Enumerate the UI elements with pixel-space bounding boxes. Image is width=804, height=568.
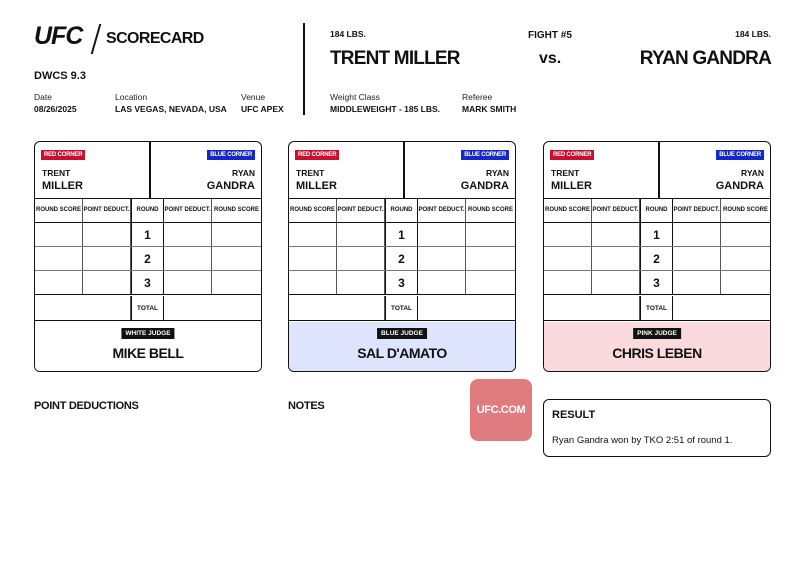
blue-point-deduct-header: POINT DEDUCT. (164, 199, 212, 222)
red-score-cell (289, 271, 337, 294)
total-label: TOTAL (385, 296, 418, 320)
header-divider (303, 23, 305, 115)
red-total-cell (289, 296, 385, 320)
red-deduct-cell (592, 271, 640, 294)
red-score-cell (544, 223, 592, 246)
red-score-cell (289, 223, 337, 246)
red-last-name: MILLER (296, 180, 337, 192)
blue-corner-badge: BLUE CORNER (461, 150, 509, 160)
blue-point-deduct-header: POINT DEDUCT. (673, 199, 721, 222)
red-deduct-cell (592, 223, 640, 246)
red-total-cell (544, 296, 640, 320)
blue-first-name: RYAN (232, 168, 255, 178)
round-row (35, 223, 261, 247)
red-corner-badge: RED CORNER (295, 150, 339, 160)
blue-score-cell (212, 223, 261, 246)
total-label: TOTAL (640, 296, 673, 320)
blue-first-name: RYAN (741, 168, 764, 178)
red-weight: 184 LBS. (330, 29, 366, 39)
judge-scorecard-pink (543, 141, 771, 372)
blue-corner-badge: BLUE CORNER (207, 150, 255, 160)
result-box (543, 399, 771, 457)
blue-last-name: GANDRA (715, 180, 764, 192)
red-last-name: MILLER (42, 180, 83, 192)
red-score-cell (35, 271, 83, 294)
judge-area (544, 322, 770, 372)
round-number: 3 (640, 271, 673, 294)
ufc-com-badge[interactable]: UFC.COM (470, 379, 532, 441)
venue-label: Venue (241, 92, 266, 102)
point-deductions-title: POINT DEDUCTIONS (34, 400, 139, 412)
round-row (544, 271, 770, 295)
red-first-name: TRENT (296, 168, 325, 178)
ufc-logo: UFC (34, 22, 83, 50)
blue-last-name: GANDRA (206, 180, 255, 192)
round-row (544, 247, 770, 271)
score-grid-header (289, 199, 515, 223)
blue-deduct-cell (673, 247, 721, 270)
judge-label: PINK JUDGE (633, 328, 681, 339)
blue-deduct-cell (164, 223, 212, 246)
judge-label: BLUE JUDGE (377, 328, 427, 339)
fight-number: FIGHT #5 (528, 30, 572, 41)
round-number: 1 (131, 223, 164, 246)
red-deduct-cell (83, 223, 131, 246)
referee-label: Referee (462, 92, 493, 102)
blue-score-cell (212, 247, 261, 270)
red-score-cell (289, 247, 337, 270)
round-number: 2 (131, 247, 164, 270)
blue-deduct-cell (164, 271, 212, 294)
judge-scorecard-blue (288, 141, 516, 372)
judge-name: CHRIS LEBEN (612, 345, 702, 361)
blue-total-cell (673, 296, 770, 320)
blue-deduct-cell (418, 271, 466, 294)
blue-corner-badge: BLUE CORNER (716, 150, 764, 160)
red-point-deduct-header: POINT DEDUCT. (83, 199, 131, 222)
total-label: TOTAL (131, 296, 164, 320)
venue-value: UFC APEX (241, 104, 284, 114)
logo-divider (91, 24, 102, 54)
judge-area (35, 322, 261, 372)
round-number: 3 (385, 271, 418, 294)
red-first-name: TRENT (42, 168, 71, 178)
blue-score-cell (721, 247, 770, 270)
corner-divider (658, 142, 660, 199)
red-score-cell (35, 223, 83, 246)
blue-deduct-cell (418, 223, 466, 246)
red-deduct-cell (337, 223, 385, 246)
vs-label: vs. (539, 50, 562, 67)
card-fighters (35, 142, 261, 199)
blue-last-name: GANDRA (460, 180, 509, 192)
document-title: SCORECARD (106, 30, 204, 47)
corner-divider (149, 142, 151, 199)
red-round-score-header: ROUND SCORE (35, 199, 83, 222)
blue-total-cell (418, 296, 515, 320)
weight-class-value: MIDDLEWEIGHT - 185 LBS. (330, 104, 441, 114)
blue-weight: 184 LBS. (735, 29, 771, 39)
corner-divider (403, 142, 405, 199)
referee-value: MARK SMITH (462, 104, 517, 114)
location-label: Location (115, 92, 148, 102)
judge-name: MIKE BELL (112, 345, 184, 361)
weight-class-label: Weight Class (330, 92, 380, 102)
round-row (289, 223, 515, 247)
red-score-cell (35, 247, 83, 270)
blue-deduct-cell (673, 271, 721, 294)
blue-score-cell (466, 271, 515, 294)
red-fighter-name: TRENT MILLER (330, 48, 460, 69)
blue-score-cell (721, 271, 770, 294)
round-header: ROUND (131, 199, 164, 222)
notes-title: NOTES (288, 400, 325, 412)
red-point-deduct-header: POINT DEDUCT. (337, 199, 385, 222)
round-number: 1 (385, 223, 418, 246)
card-fighters (289, 142, 515, 199)
blue-deduct-cell (418, 247, 466, 270)
date-value: 08/26/2025 (34, 104, 77, 114)
red-deduct-cell (337, 271, 385, 294)
round-header: ROUND (640, 199, 673, 222)
result-title: RESULT (552, 409, 596, 421)
red-last-name: MILLER (551, 180, 592, 192)
event-name: DWCS 9.3 (34, 70, 86, 82)
total-row (289, 296, 515, 321)
red-score-cell (544, 247, 592, 270)
round-number: 2 (640, 247, 673, 270)
result-text: Ryan Gandra won by TKO 2:51 of round 1. (552, 435, 733, 446)
red-first-name: TRENT (551, 168, 580, 178)
red-deduct-cell (592, 247, 640, 270)
score-grid-header (35, 199, 261, 223)
red-deduct-cell (337, 247, 385, 270)
blue-score-cell (466, 223, 515, 246)
location-value: LAS VEGAS, NEVADA, USA (115, 104, 227, 114)
blue-point-deduct-header: POINT DEDUCT. (418, 199, 466, 222)
blue-first-name: RYAN (486, 168, 509, 178)
judge-label: WHITE JUDGE (121, 328, 174, 339)
red-deduct-cell (83, 271, 131, 294)
red-deduct-cell (83, 247, 131, 270)
round-row (35, 271, 261, 295)
card-fighters (544, 142, 770, 199)
red-corner-badge: RED CORNER (41, 150, 85, 160)
red-score-cell (544, 271, 592, 294)
round-row (289, 247, 515, 271)
red-corner-badge: RED CORNER (550, 150, 594, 160)
blue-deduct-cell (673, 223, 721, 246)
round-number: 2 (385, 247, 418, 270)
total-row (35, 296, 261, 321)
blue-total-cell (164, 296, 261, 320)
judge-name: SAL D'AMATO (357, 345, 447, 361)
score-grid-header (544, 199, 770, 223)
blue-score-cell (721, 223, 770, 246)
blue-round-score-header: ROUND SCORE (467, 207, 513, 214)
blue-deduct-cell (164, 247, 212, 270)
blue-round-score-header: ROUND SCORE (213, 207, 259, 214)
red-round-score-header: ROUND SCORE (289, 199, 337, 222)
round-header: ROUND (385, 199, 418, 222)
round-number: 3 (131, 271, 164, 294)
round-row (289, 271, 515, 295)
red-point-deduct-header: POINT DEDUCT. (592, 199, 640, 222)
round-row (544, 223, 770, 247)
round-number: 1 (640, 223, 673, 246)
blue-score-cell (466, 247, 515, 270)
blue-round-score-header: ROUND SCORE (722, 207, 768, 214)
total-row (544, 296, 770, 321)
blue-fighter-name: RYAN GANDRA (639, 48, 771, 69)
judge-area (289, 322, 515, 372)
blue-score-cell (212, 271, 261, 294)
date-label: Date (34, 92, 52, 102)
red-total-cell (35, 296, 131, 320)
red-round-score-header: ROUND SCORE (544, 199, 592, 222)
judge-scorecard-white (34, 141, 262, 372)
round-row (35, 247, 261, 271)
